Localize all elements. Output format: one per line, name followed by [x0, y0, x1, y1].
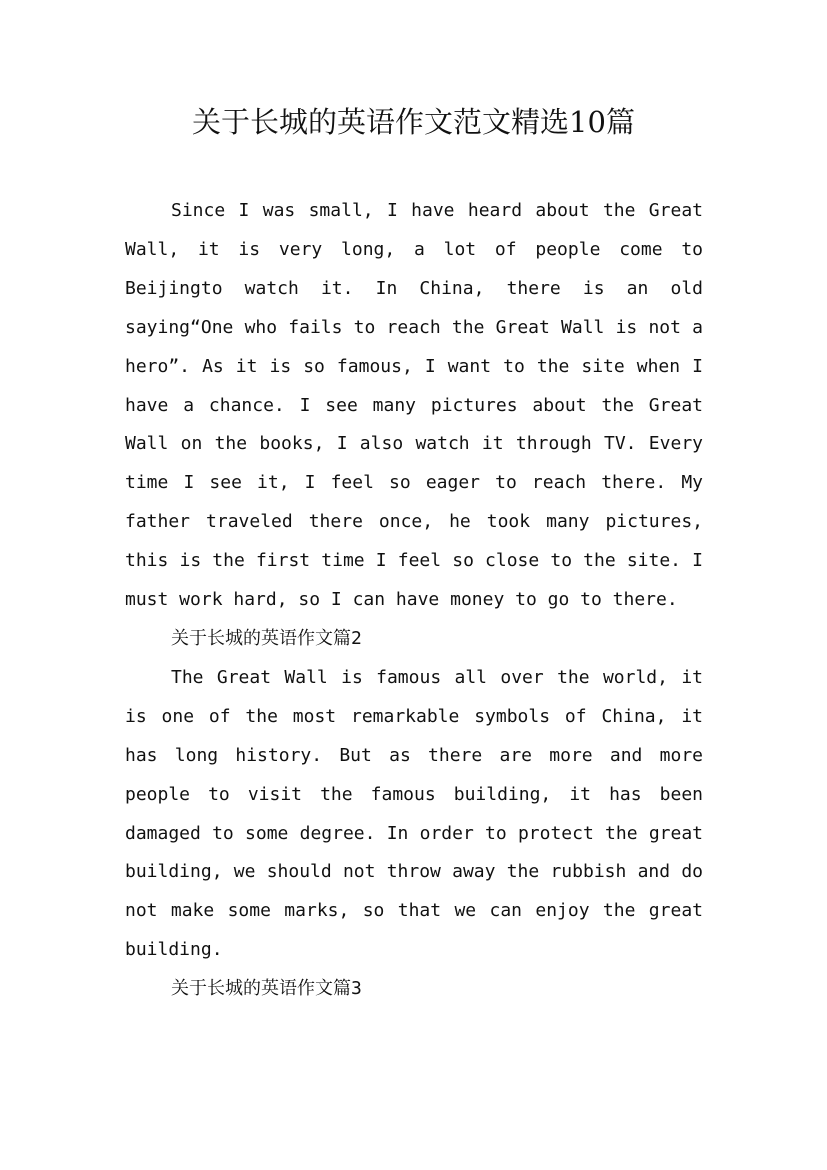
essay-paragraph-1: Since I was small, I have heard about the Great Wall, it is very long, a lot of people come to Beijingto watch it. In China, there is an old saying“One who fails to reach the Great Wall is not a hero”. As it is so famous, I want to the site when I have a chance. I see many pictures about the Great Wall on the books, I also watch it through TV. Every time I see it, I feel so eager to reach there. My father traveled there once, he took many pictures, this is the first time I feel so close to the site. I must work hard, so I can have money to go to there. [125, 200, 703, 611]
essay-paragraph-2: The Great Wall is famous all over the world, it is one of the most remarkable symbols of China, it has long history. But as there are more and more people to visit the famous building, it has been damaged to some degree. In order to protect the great building, we should not throw away the rubbish and do not make some marks, so that we can enjoy the great building. [125, 666, 703, 961]
essay-heading-3: 关于长城的英语作文篇3 [171, 978, 362, 1000]
document-body [125, 192, 703, 1009]
essay-heading-2: 关于长城的英语作文篇2 [171, 627, 362, 649]
document-title: 关于长城的英语作文范文精选10篇 [192, 105, 635, 139]
